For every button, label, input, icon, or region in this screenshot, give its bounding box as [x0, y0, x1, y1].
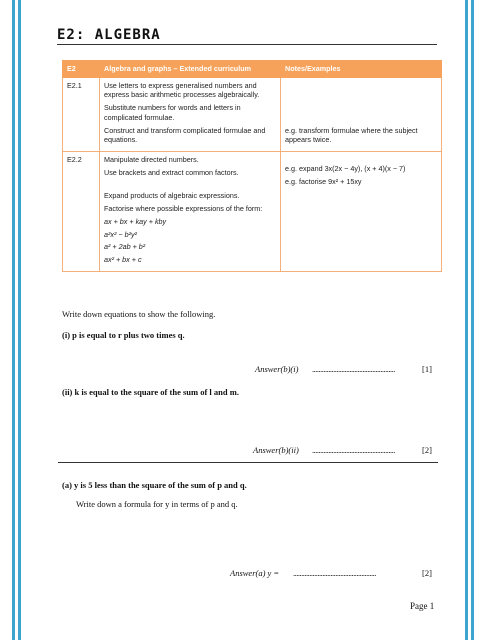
- note-item: e.g. expand 3x(2x − 4y), (x + 4)(x − 7): [285, 164, 406, 174]
- answer-line-i[interactable]: ...................................................: [312, 364, 395, 374]
- question-i: (i) p is equal to r plus two times q.: [62, 330, 185, 340]
- answer-label-i: Answer(b)(i): [255, 364, 299, 374]
- expression: ax² + bx + c: [104, 255, 142, 265]
- right-margin-line-inner: [465, 0, 468, 640]
- expression: a² + 2ab + b²: [104, 242, 146, 252]
- header-notes: Notes/Examples: [281, 61, 442, 78]
- question-intro: Write down equations to show the following.: [62, 309, 216, 319]
- page-number: Page 1: [410, 601, 435, 611]
- note-item: e.g. factorise 9x² + 15xy: [285, 176, 362, 186]
- content-item: Use brackets and extract common factors.: [104, 167, 239, 177]
- mark-a: [2]: [422, 568, 432, 578]
- answer-label-a: Answer(a) y =: [230, 568, 280, 578]
- expression: ax + bx + kay + kby: [104, 216, 167, 226]
- table-row: [63, 77, 442, 151]
- header-code: E2: [63, 61, 100, 78]
- question-ii: (ii) k is equal to the square of the sum of l and m.: [62, 387, 239, 397]
- note-item: e.g. transform formulae where the subject appears twice.: [285, 125, 418, 145]
- header-topic: Algebra and graphs – Extended curriculum: [100, 61, 281, 78]
- left-margin-line-inner: [18, 0, 21, 640]
- row-notes: [281, 77, 442, 151]
- content-item: Factorise where possible expressions of the form:: [104, 204, 263, 214]
- row-content: [100, 152, 281, 272]
- question-a-instruction: Write down a formula for y in terms of p and q.: [76, 499, 238, 509]
- answer-label-ii: Answer(b)(ii): [253, 445, 299, 455]
- table-header-row: [63, 61, 442, 78]
- answer-line-ii[interactable]: ...................................................: [312, 445, 395, 455]
- content-item: Expand products of algebraic expressions.: [104, 191, 240, 201]
- syllabus-table: [62, 60, 442, 272]
- row-notes: [281, 152, 442, 272]
- content-item: Use letters to express generalised numbers and express basic arithmetic processes algebraically.: [104, 80, 260, 100]
- content-item: Substitute numbers for words and letters in complicated formulae.: [104, 103, 241, 122]
- row-content: [100, 77, 281, 151]
- table-row: [63, 152, 442, 272]
- row-code: E2.1: [63, 77, 100, 151]
- content-item: Construct and transform complicated formulae and equations.: [104, 125, 266, 145]
- mark-ii: [2]: [422, 445, 432, 455]
- mark-i: [1]: [422, 364, 432, 374]
- right-margin-line-outer: [471, 0, 474, 640]
- page-title: E2: ALGEBRA: [57, 27, 161, 43]
- content-item: Manipulate directed numbers.: [104, 155, 199, 165]
- question-a: (a) y is 5 less than the square of the sum of p and q.: [62, 480, 247, 490]
- answer-line-a[interactable]: ...................................................: [293, 568, 376, 578]
- row-code: E2.2: [63, 152, 100, 272]
- section-divider: [58, 462, 438, 463]
- left-margin-line-outer: [12, 0, 15, 640]
- title-underline: [57, 44, 437, 45]
- expression: a²x² − b²y²: [104, 229, 137, 239]
